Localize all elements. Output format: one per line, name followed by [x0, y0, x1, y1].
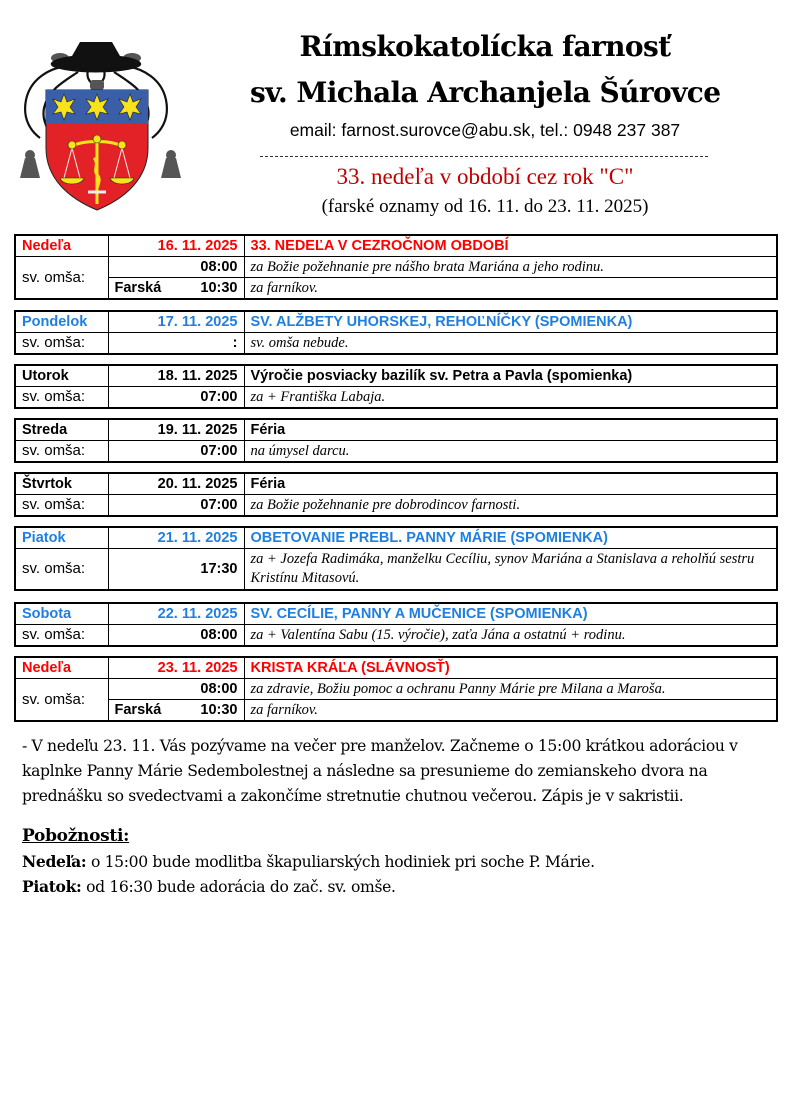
mass-intention: na úmysel darcu. — [244, 441, 777, 463]
day-feast: OBETOVANIE PREBL. PANNY MÁRIE (SPOMIENKA) — [244, 527, 777, 549]
day-feast: KRISTA KRÁĽA (SLÁVNOSŤ) — [244, 657, 777, 679]
day-date: 23. 11. 2025 — [108, 657, 244, 679]
mass-time: : — [108, 333, 244, 355]
mass-label: sv. omša: — [15, 333, 108, 355]
mass-time: 08:00 — [108, 679, 244, 700]
day-name: Pondelok — [15, 311, 108, 333]
mass-intention: za zdravie, Božiu pomoc a ochranu Panny Márie pre Milana a Maroša. — [244, 679, 777, 700]
mass-intention: za + Jozefa Radimáka, manželku Cecíliu, synov Mariána a Stanislava a reholňú sestru Kristínu Mitasovú. — [244, 549, 777, 591]
day-feast: SV. CECÍLIE, PANNY A MUČENICE (SPOMIENKA) — [244, 603, 777, 625]
day-feast: Féria — [244, 419, 777, 441]
mass-label: sv. omša: — [15, 257, 108, 300]
mass-place: Farská — [114, 280, 162, 296]
day-table-saturday — [14, 602, 778, 647]
mass-label: sv. omša: — [15, 549, 108, 591]
devotion-day: Piatok: — [22, 877, 82, 896]
day-date: 22. 11. 2025 — [108, 603, 244, 625]
mass-intention: za farníkov. — [244, 278, 777, 300]
mass-time: 10:30 — [200, 702, 238, 718]
mass-intention: za + Valentína Sabu (15. výročie), zaťa Jána a ostatnú + rodinu. — [244, 625, 777, 647]
mass-intention: za + Františka Labaja. — [244, 387, 777, 409]
mass-time: 08:00 — [108, 625, 244, 647]
day-name: Nedeľa — [15, 657, 108, 679]
day-table-monday — [14, 310, 778, 355]
day-feast: 33. NEDEĽA V CEZROČNOM OBDOBÍ — [244, 235, 777, 257]
mass-time: 07:00 — [108, 495, 244, 517]
mass-time: 07:00 — [108, 441, 244, 463]
mass-time: 08:00 — [108, 257, 244, 278]
day-name: Piatok — [15, 527, 108, 549]
day-date: 19. 11. 2025 — [108, 419, 244, 441]
parish-title: Rímskokatolícka farnosť — [299, 30, 671, 63]
announcement-paragraph: - V nedeľu 23. 11. Vás pozývame na večer pre manželov. Začneme o 15:00 krátkou adoráciou v kaplnke Panny Márie Sedembolestnej a následne sa presunieme do zemianskeho dvora na prednášku so svedectvami a zakončíme stretnutie chutnou večerou. Zápis je v sakristii. — [22, 737, 738, 805]
mass-intention: za Božie požehnanie pre nášho brata Mariána a jeho rodinu. — [244, 257, 777, 278]
mass-intention: za Božie požehnanie pre dobrodincov farnosti. — [244, 495, 777, 517]
mass-place: Farská — [114, 702, 162, 718]
day-date: 18. 11. 2025 — [108, 365, 244, 387]
devotion-item — [22, 877, 396, 896]
day-name: Utorok — [15, 365, 108, 387]
day-table-sunday-16 — [14, 234, 778, 300]
devotion-text: od 16:30 bude adorácia do zač. sv. omše. — [81, 878, 396, 896]
day-name: Sobota — [15, 603, 108, 625]
mass-time: 17:30 — [108, 549, 244, 591]
parish-name: sv. Michala Archanjela Šúrovce — [250, 76, 721, 109]
parish-coat-of-arms-icon — [8, 28, 184, 214]
day-feast: Výročie posviacky bazilík sv. Petra a Pavla (spomienka) — [244, 365, 777, 387]
mass-label: sv. omša: — [15, 625, 108, 647]
mass-label: sv. omša: — [15, 387, 108, 409]
mass-label: sv. omša: — [15, 441, 108, 463]
dashed-divider — [260, 156, 708, 157]
day-name: Nedeľa — [15, 235, 108, 257]
liturgical-subtitle: 33. nedeľa v období cez rok "C" — [336, 164, 634, 189]
day-date: 21. 11. 2025 — [108, 527, 244, 549]
day-table-wednesday — [14, 418, 778, 463]
mass-intention: za farníkov. — [244, 700, 777, 722]
devotion-item — [22, 852, 595, 871]
day-table-friday — [14, 526, 778, 591]
day-table-sunday-23 — [14, 656, 778, 722]
day-feast: SV. ALŽBETY UHORSKEJ, REHOĽNÍČKY (SPOMIENKA) — [244, 311, 777, 333]
announcement-date-range: (farské oznamy od 16. 11. do 23. 11. 2025) — [321, 196, 649, 217]
mass-label: sv. omša: — [15, 495, 108, 517]
mass-intention: sv. omša nebude. — [244, 333, 777, 355]
day-feast: Féria — [244, 473, 777, 495]
contact-info: email: farnost.surovce@abu.sk, tel.: 0948 237 387 — [289, 120, 681, 140]
day-name: Streda — [15, 419, 108, 441]
day-table-thursday — [14, 472, 778, 517]
mass-label: sv. omša: — [15, 679, 108, 722]
devotion-day: Nedeľa: — [22, 852, 87, 871]
day-date: 16. 11. 2025 — [108, 235, 244, 257]
day-table-tuesday — [14, 364, 778, 409]
day-date: 17. 11. 2025 — [108, 311, 244, 333]
mass-time: 07:00 — [108, 387, 244, 409]
mass-time: 10:30 — [200, 280, 238, 296]
day-date: 20. 11. 2025 — [108, 473, 244, 495]
devotions-heading: Pobožnosti: — [22, 826, 130, 846]
day-name: Štvrtok — [15, 473, 108, 495]
devotion-text: o 15:00 bude modlitba škapuliarských hodiniek pri soche P. Márie. — [86, 853, 595, 871]
